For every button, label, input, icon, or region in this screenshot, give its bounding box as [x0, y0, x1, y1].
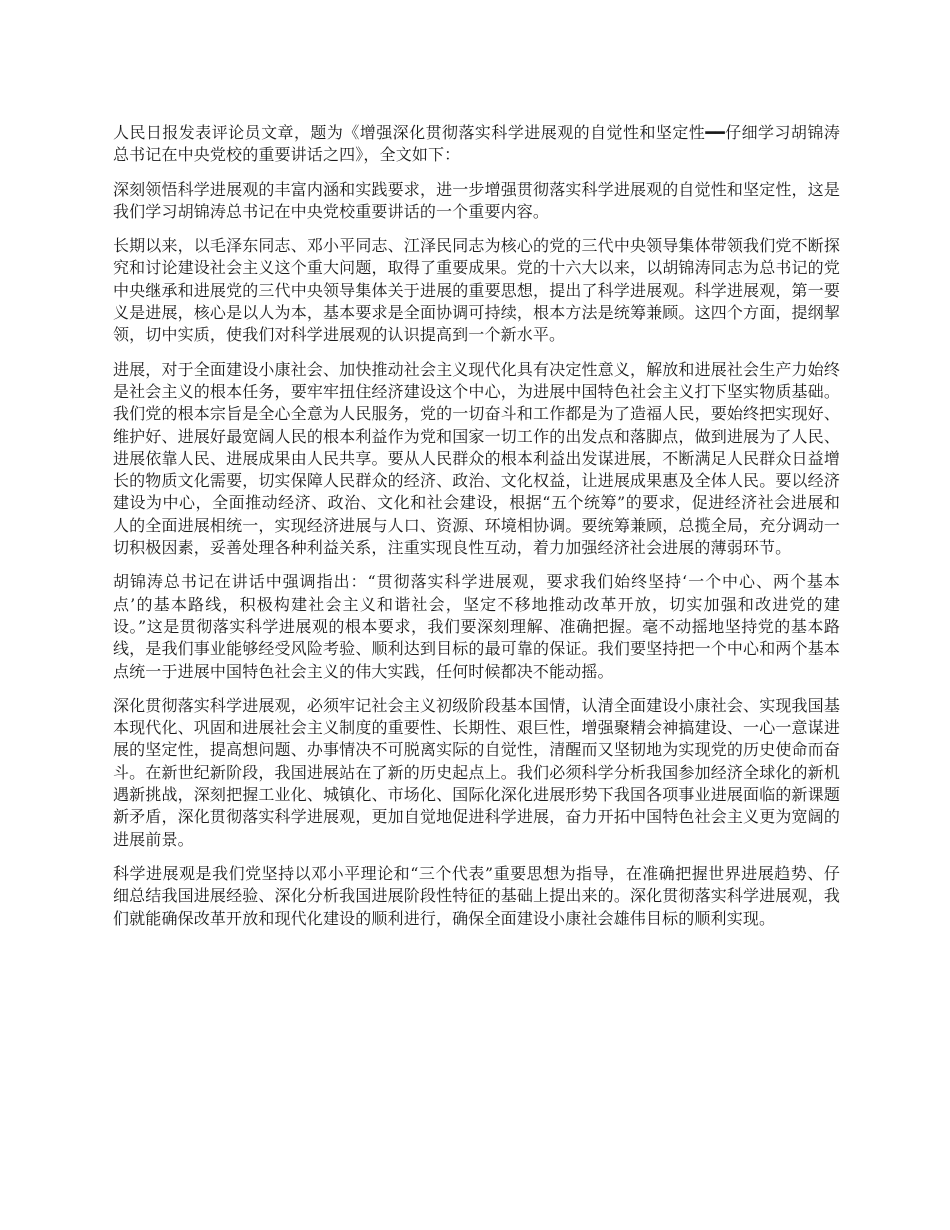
paragraph-6: 深化贯彻落实科学进展观，必须牢记社会主义初级阶段基本国情，认清全面建设小康社会、实现我国基本现代化、巩固和进展社会主义制度的重要性、长期性、艰巨性，增强聚精会神搞建设、一心一意谋进展的坚定性，提高想问题、办事情决不可脱离实际的自觉性，清醒而又坚韧地为实现党的历史使命而奋斗。在新世纪新阶段，我国进展站在了新的历史起点上。我们必须科学分析我国参加经济全球化的新机遇新挑战，深刻把握工业化、城镇化、市场化、国际化深化进展形势下我国各项事业进展面临的新课题新矛盾，深化贯彻落实科学进展观，更加自觉地促进科学进展，奋力开拓中国特色社会主义更为宽阔的进展前景。	[113, 695, 840, 849]
paragraph-intro: 人民日报发表评论员文章，题为《增强深化贯彻落实科学进展观的自觉性和坚定性━━仔细学习胡锦涛总书记在中央党校的重要讲话之四》，全文如下：	[113, 123, 840, 165]
document-body	[113, 122, 840, 942]
paragraph-7: 科学进展观是我们党坚持以邓小平理论和“三个代表”重要思想为指导，在准确把握世界进展趋势、仔细总结我国进展经验、深化分析我国进展阶段性特征的基础上提出来的。深化贯彻落实科学进展观，我们就能确保改革开放和现代化建设的顺利进行，确保全面建设小康社会雄伟目标的顺利实现。	[113, 863, 840, 928]
paragraph-5: 胡锦涛总书记在讲话中强调指出：“贯彻落实科学进展观，要求我们始终坚持‘一个中心、两个基本点’的基本路线，积极构建社会主义和谐社会，坚定不移地推动改革开放，切实加强和改进党的建设。”这是贯彻落实科学进展观的根本要求，我们要深刻理解、准确把握。毫不动摇地坚持党的基本路线，是我们事业能够经受风险考验、顺利达到目标的最可靠的保证。我们要坚持把一个中心和两个基本点统一于进展中国特色社会主义的伟大实践，任何时候都决不能动摇。	[113, 572, 840, 681]
paragraph-3: 长期以来，以毛泽东同志、邓小平同志、江泽民同志为核心的党的三代中央领导集体带领我们党不断探究和讨论建设社会主义这个重大问题，取得了重要成果。党的十六大以来，以胡锦涛同志为总书记的党中央继承和进展党的三代中央领导集体关于进展的重要思想，提出了科学进展观。科学进展观，第一要义是进展，核心是以人为本，基本要求是全面协调可持续，根本方法是统筹兼顾。这四个方面，提纲挈领，切中实质，使我们对科学进展观的认识提高到一个新水平。	[113, 236, 840, 345]
paragraph-2: 深刻领悟科学进展观的丰富内涵和实践要求，进一步增强贯彻落实科学进展观的自觉性和坚定性，这是我们学习胡锦涛总书记在中央党校重要讲话的一个重要内容。	[113, 179, 840, 221]
paragraph-4: 进展，对于全面建设小康社会、加快推动社会主义现代化具有决定性意义，解放和进展社会生产力始终是社会主义的根本任务，要牢牢扭住经济建设这个中心，为进展中国特色社会主义打下坚实物质基础。我们党的根本宗旨是全心全意为人民服务，党的一切奋斗和工作都是为了造福人民，要始终把实现好、维护好、进展好最宽阔人民的根本利益作为党和国家一切工作的出发点和落脚点，做到进展为了人民、进展依靠人民、进展成果由人民共享。要从人民群众的根本利益出发谋进展，不断满足人民群众日益增长的物质文化需要，切实保障人民群众的经济、政治、文化权益，让进展成果惠及全体人民。要以经济建设为中心，全面推动经济、政治、文化和社会建设，根据“五个统筹”的要求，促进经济社会进展和人的全面进展相统一，实现经济进展与人口、资源、环境相协调。要统筹兼顾，总揽全局，充分调动一切积极因素，妥善处理各种利益关系，注重实现良性互动，着力加强经济社会进展的薄弱环节。	[113, 359, 840, 558]
